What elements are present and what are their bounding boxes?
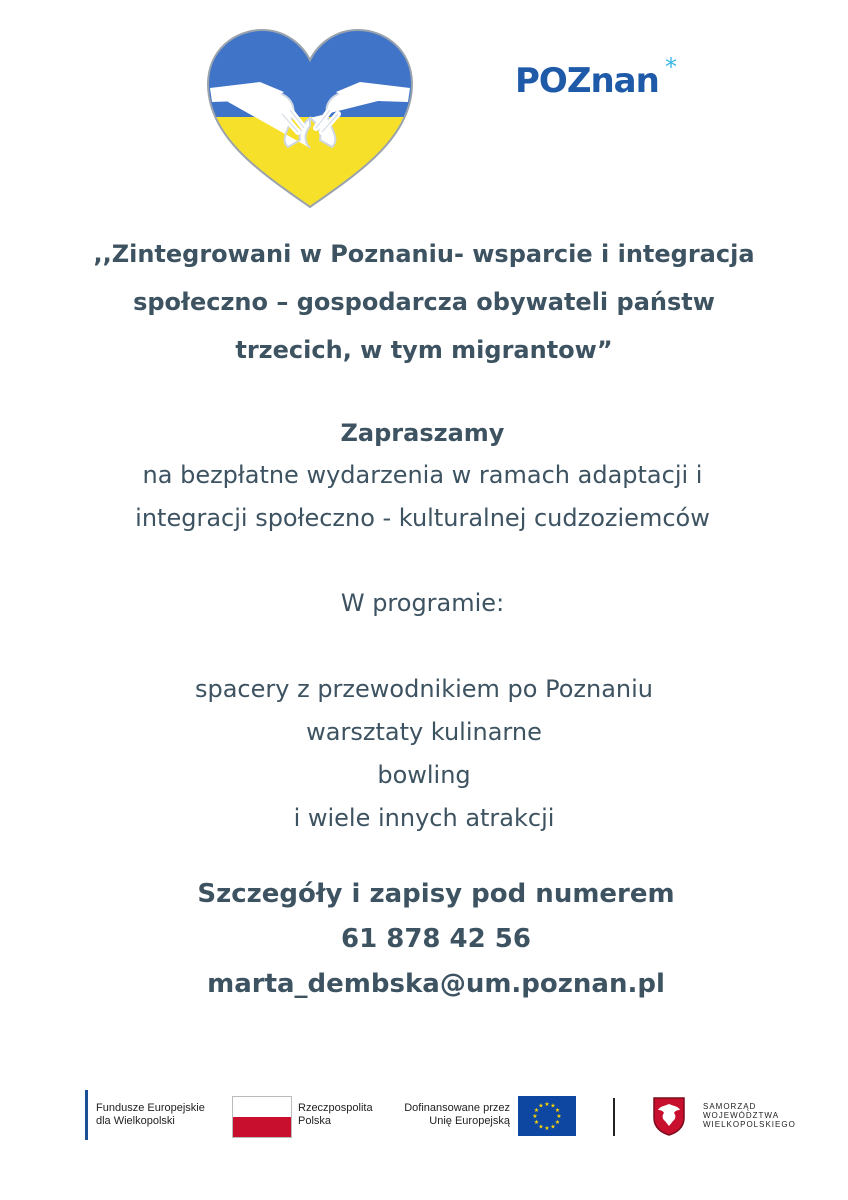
svg-text:★: ★ xyxy=(544,1101,550,1108)
fund-bar-icon xyxy=(85,1090,88,1140)
fund-line-2: dla Wielkopolski xyxy=(96,1115,175,1127)
invitation xyxy=(0,412,845,540)
poland-flag-icon xyxy=(232,1096,292,1138)
svg-text:★: ★ xyxy=(554,1107,561,1114)
event-title xyxy=(0,230,848,374)
eu-line-2: Unię Europejską xyxy=(429,1115,510,1127)
contact-phone: 61 878 42 56 xyxy=(341,924,531,954)
pl-line-2: Polska xyxy=(298,1115,332,1127)
svg-text:★: ★ xyxy=(538,1123,544,1131)
fund-line-1: Fundusze Europejskie xyxy=(96,1102,205,1114)
invitation-line-1: na bezpłatne wydarzenia w ramach adaptacji i xyxy=(142,461,703,489)
region-line-2: WOJEWÓDZTWA xyxy=(703,1111,780,1120)
svg-text:★: ★ xyxy=(533,1119,540,1126)
title-line-1: ,,Zintegrowani w Poznaniu- wsparcie i integracja xyxy=(93,240,755,268)
title-line-2: społeczno – gospodarcza obywateli państw xyxy=(133,288,715,316)
heart-hands-icon xyxy=(200,22,420,212)
title-line-3: trzecich, w tym migrantow” xyxy=(235,336,613,364)
svg-text:★: ★ xyxy=(532,1113,538,1120)
region-line-3: WIELKOPOLSKIEGO xyxy=(703,1120,796,1129)
svg-text:★: ★ xyxy=(533,1107,540,1114)
svg-text:★: ★ xyxy=(550,1102,556,1110)
program-item: spacery z przewodnikiem po Poznaniu xyxy=(194,675,653,703)
eu-logo-text xyxy=(400,1102,510,1128)
asterisk-icon: * xyxy=(665,53,677,81)
footer-divider xyxy=(613,1098,615,1136)
eu-flag-icon xyxy=(518,1096,576,1136)
svg-text:★: ★ xyxy=(544,1125,550,1132)
region-line-1: SAMORZĄD xyxy=(703,1102,757,1111)
poznan-logo-text: POZnan xyxy=(515,61,659,101)
program-list xyxy=(0,668,848,840)
svg-text:★: ★ xyxy=(550,1123,556,1131)
invitation-heading: Zapraszamy xyxy=(340,419,505,447)
contact-info xyxy=(0,872,848,1007)
svg-text:★: ★ xyxy=(556,1113,562,1120)
pl-line-1: Rzeczpospolita xyxy=(298,1102,373,1114)
poland-logo-text xyxy=(298,1102,373,1128)
invitation-line-2: integracji społeczno - kulturalnej cudzoziemców xyxy=(135,504,710,532)
program-heading: W programie: xyxy=(340,589,505,617)
eu-line-1: Dofinansowane przez xyxy=(404,1102,510,1114)
wielkopolska-crest-icon xyxy=(652,1096,686,1136)
program-item: warsztaty kulinarne xyxy=(306,718,542,746)
program-item: i wiele innych atrakcji xyxy=(293,804,555,832)
contact-email[interactable]: marta_dembska@um.poznan.pl xyxy=(207,969,665,999)
poznan-logo xyxy=(515,55,695,105)
fund-logo-text xyxy=(96,1102,205,1128)
contact-heading: Szczegóły i zapisy pod numerem xyxy=(197,879,675,909)
svg-text:★: ★ xyxy=(554,1119,561,1126)
region-logo-text xyxy=(703,1102,796,1129)
svg-text:★: ★ xyxy=(538,1102,544,1110)
funding-footer xyxy=(0,1080,848,1150)
program-item: bowling xyxy=(377,761,471,789)
